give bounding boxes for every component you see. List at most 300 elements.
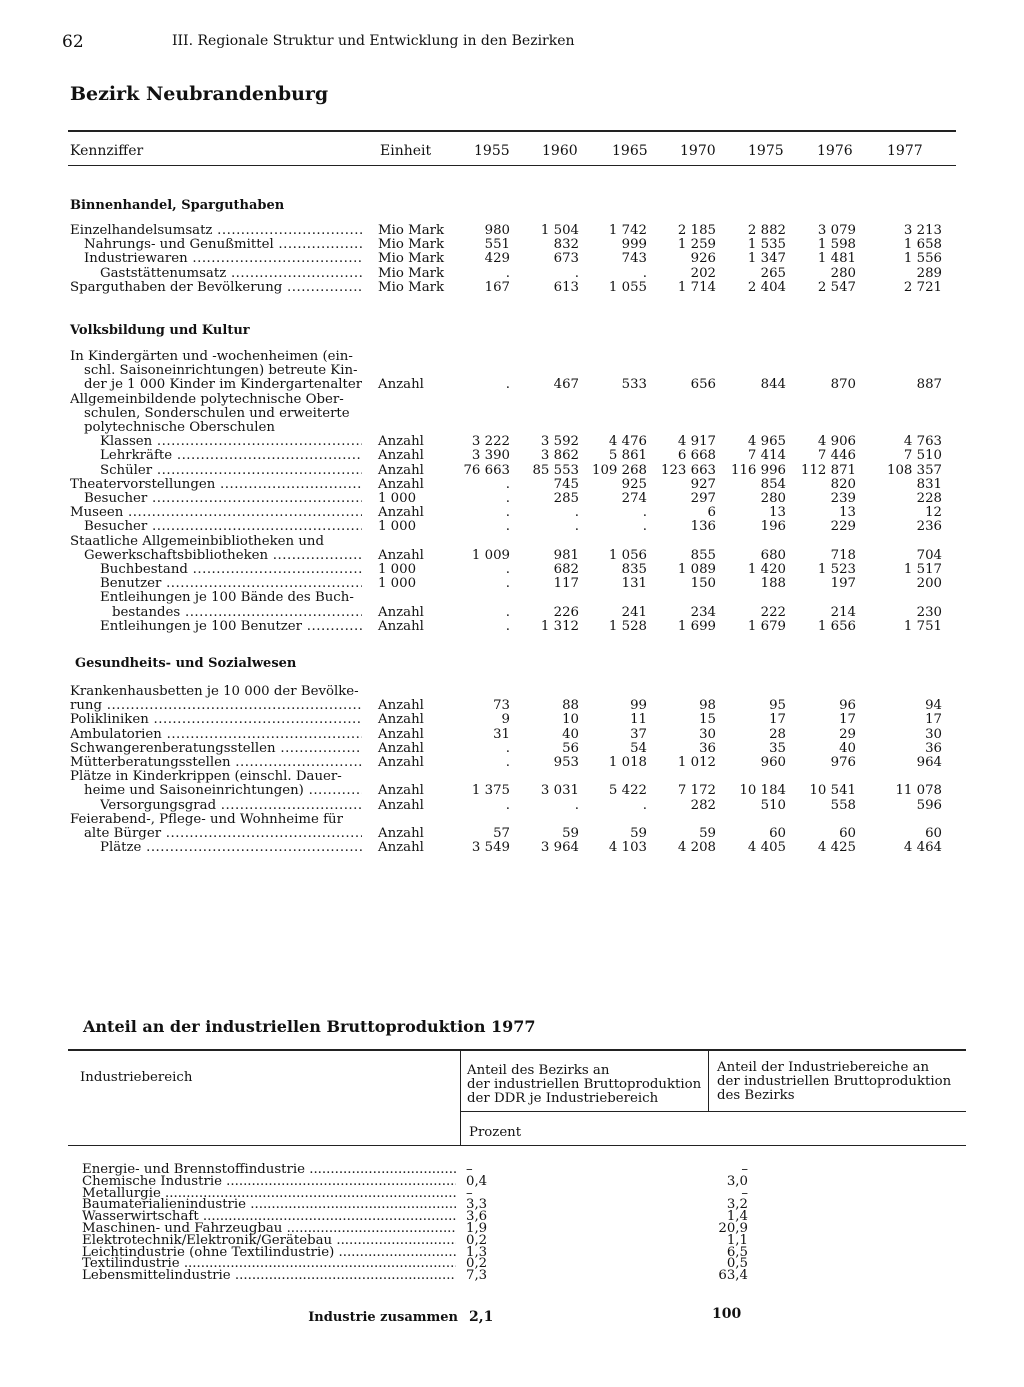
industry-label: Metallurgie ..... — [82, 1187, 456, 1201]
table-row — [0, 549, 1024, 563]
cell-value: 1 259 — [677, 237, 716, 253]
table-top-rule — [68, 130, 956, 132]
cell-value: 2 721 — [903, 279, 942, 295]
cell-value: 85 553 — [532, 462, 579, 478]
table-row — [0, 577, 1024, 591]
cell-value: 3 862 — [540, 448, 579, 464]
cell-value: 4 917 — [677, 434, 716, 450]
cell-value: 4 464 — [903, 840, 942, 856]
share-ddr: – — [466, 1185, 473, 1201]
table-row — [0, 435, 1024, 449]
cell-value: 7 172 — [677, 783, 716, 799]
row-unit: Anzahl — [378, 698, 424, 714]
cell-value: 230 — [916, 604, 942, 620]
cell-value: 656 — [690, 377, 716, 393]
header-year-1975: 1975 — [748, 143, 784, 159]
section-title: Binnenhandel, Sparguthaben — [70, 198, 285, 213]
cell-value: 202 — [690, 265, 716, 281]
cell-value: 36 — [699, 740, 716, 756]
cell-value: 40 — [839, 740, 856, 756]
cell-value: 17 — [925, 712, 942, 728]
cell-value: 4 763 — [903, 434, 942, 450]
row-unit: Mio Mark — [378, 223, 445, 238]
header-year-1976: 1976 — [817, 143, 853, 159]
table-row — [0, 464, 1024, 478]
cell-value: 76 663 — [463, 462, 510, 478]
cell-value: 196 — [760, 519, 786, 535]
cell-value: 1 375 — [471, 783, 510, 799]
cell-value: 13 — [839, 505, 856, 521]
cell-value: . — [505, 618, 510, 634]
cell-value: 1 012 — [677, 755, 716, 770]
industry-label: Textilindustrie ..... — [82, 1257, 456, 1271]
row-label: Nahrungs- und Genußmittel ..... — [84, 238, 362, 252]
cell-value: 56 — [562, 740, 579, 756]
cell-value: 3 079 — [817, 223, 856, 238]
row-label: Gaststättenumsatz ..... — [100, 267, 362, 281]
row-label: Allgemeinbildende polytechnische Ober- — [70, 392, 344, 407]
cell-value: 533 — [621, 377, 647, 393]
cell-value: 4 476 — [608, 434, 647, 450]
row-unit: Mio Mark — [378, 237, 445, 253]
cell-value: 5 861 — [608, 448, 647, 464]
cell-value: 704 — [916, 547, 942, 563]
share-bezirk: 1,4 — [726, 1209, 748, 1225]
cell-value: . — [505, 505, 510, 521]
row-label: Industriewaren ..... — [84, 252, 362, 266]
table-row — [0, 224, 1024, 238]
industry-label: Chemische Industrie ..... — [82, 1175, 456, 1189]
row-label: Polikliniken ..... — [70, 713, 362, 727]
row-unit: 1 000 — [378, 562, 417, 577]
cell-value: 835 — [621, 562, 647, 577]
cell-value: 2 882 — [747, 223, 786, 238]
share-bezirk: – — [741, 1185, 748, 1201]
cell-value: 289 — [916, 265, 942, 281]
row-label: Besucher ..... — [84, 520, 362, 534]
cell-value: 551 — [484, 237, 510, 253]
cell-value: 11 078 — [895, 783, 942, 799]
table-row — [0, 449, 1024, 463]
table-row — [0, 770, 1024, 784]
cell-value: 925 — [621, 476, 647, 492]
share-ddr: 0,4 — [466, 1173, 488, 1189]
row-unit: Anzahl — [378, 755, 424, 770]
table-row — [0, 841, 1024, 855]
table-row — [0, 478, 1024, 492]
cell-value: 60 — [769, 826, 786, 841]
cell-value: 59 — [630, 826, 647, 841]
cell-value: 4 208 — [677, 840, 716, 856]
cell-value: 510 — [760, 797, 786, 813]
row-label: polytechnische Oberschulen — [84, 421, 275, 435]
industry-label: Elektrotechnik/Elektronik/Gerätebau ..... — [82, 1234, 456, 1248]
cell-value: 73 — [493, 698, 510, 714]
industry-subheader-rule — [461, 1111, 966, 1112]
table-row — [0, 799, 1024, 813]
row-unit: Anzahl — [378, 505, 424, 521]
cell-value: 31 — [493, 726, 510, 742]
cell-value: 228 — [916, 491, 942, 506]
cell-value: . — [642, 505, 647, 521]
cell-value: 30 — [925, 726, 942, 742]
row-label: Besucher ..... — [84, 492, 362, 506]
table-row — [0, 492, 1024, 506]
cell-value: 59 — [562, 826, 579, 841]
cell-value: 36 — [925, 740, 942, 756]
header-year-1955: 1955 — [474, 143, 510, 159]
cell-value: 844 — [760, 377, 786, 393]
cell-value: 1 699 — [677, 618, 716, 634]
cell-value: 1 598 — [817, 237, 856, 253]
header-year-1960: 1960 — [542, 143, 578, 159]
row-label: Krankenhausbetten je 10 000 der Bevölke- — [70, 685, 359, 699]
row-label: Plätze ..... — [100, 841, 362, 855]
cell-value: 673 — [553, 251, 579, 267]
cell-value: 88 — [562, 698, 579, 714]
row-unit: Anzahl — [378, 604, 424, 620]
row-unit: Anzahl — [378, 377, 424, 393]
cell-value: 12 — [925, 505, 942, 521]
row-unit: Anzahl — [378, 448, 424, 464]
row-label: der je 1 000 Kinder im Kindergartenalter — [84, 378, 362, 393]
cell-value: 926 — [690, 251, 716, 267]
table-row — [0, 606, 1024, 620]
header-industriebereich: Industriebereich — [80, 1070, 193, 1085]
cell-value: . — [505, 797, 510, 813]
cell-value: 282 — [690, 797, 716, 813]
cell-value: 1 312 — [540, 618, 579, 634]
header-anteil-industriebereiche: Anteil der Industriebereiche an der industriellen Bruttoproduktion des Bezirks — [717, 1060, 952, 1103]
industry-column-divider — [460, 1051, 461, 1145]
row-label: Buchbestand ..... — [100, 563, 362, 577]
cell-value: . — [642, 519, 647, 535]
row-unit: Anzahl — [378, 712, 424, 728]
row-label: Schüler ..... — [100, 464, 362, 478]
cell-value: 35 — [769, 740, 786, 756]
cell-value: 214 — [830, 604, 856, 620]
table-row — [0, 728, 1024, 742]
cell-value: 1 009 — [471, 547, 510, 563]
cell-value: . — [642, 265, 647, 281]
cell-value: 4 906 — [817, 434, 856, 450]
table-header-rule — [68, 165, 956, 166]
cell-value: . — [574, 505, 579, 521]
cell-value: 1 658 — [903, 237, 942, 253]
cell-value: 108 357 — [887, 462, 942, 478]
industry-table-top-rule — [68, 1049, 966, 1051]
row-label: Museen ..... — [70, 506, 362, 520]
share-ddr: 3,6 — [466, 1209, 488, 1225]
cell-value: 981 — [553, 547, 579, 563]
cell-value: 96 — [839, 698, 856, 714]
cell-value: . — [505, 491, 510, 506]
cell-value: 718 — [830, 547, 856, 563]
cell-value: 1 656 — [817, 618, 856, 634]
cell-value: . — [505, 476, 510, 492]
industry-table-title: Anteil an der industriellen Bruttoproduktion 1977 — [83, 1017, 536, 1036]
cell-value: 7 414 — [747, 448, 786, 464]
row-unit: Anzahl — [378, 547, 424, 563]
row-label: Entleihungen je 100 Benutzer ..... — [100, 620, 362, 634]
cell-value: 285 — [553, 491, 579, 506]
cell-value: 236 — [916, 519, 942, 535]
header-year-1977: 1977 — [887, 143, 923, 159]
share-ddr: 7,3 — [466, 1268, 488, 1284]
cell-value: 467 — [553, 377, 579, 393]
table-row — [0, 620, 1024, 634]
cell-value: 3 964 — [540, 840, 579, 856]
cell-value: 1 018 — [608, 755, 647, 770]
cell-value: 234 — [690, 604, 716, 620]
row-label: Benutzer ..... — [100, 577, 362, 591]
total-share-bezirk: 100 — [712, 1306, 742, 1322]
cell-value: . — [505, 740, 510, 756]
table-row — [0, 252, 1024, 266]
cell-value: 222 — [760, 604, 786, 620]
cell-value: 10 184 — [739, 783, 786, 799]
cell-value: 60 — [839, 826, 856, 841]
chapter-title: III. Regionale Struktur und Entwicklung in den Bezirken — [172, 33, 575, 49]
table-row — [0, 756, 1024, 770]
row-unit: Anzahl — [378, 797, 424, 813]
cell-value: 297 — [690, 491, 716, 506]
table-row — [0, 238, 1024, 252]
share-bezirk: 3,2 — [726, 1197, 748, 1213]
cell-value: 29 — [839, 726, 856, 742]
cell-value: 1 714 — [677, 279, 716, 295]
cell-value: 1 347 — [747, 251, 786, 267]
row-label: Einzelhandelsumsatz ..... — [70, 224, 362, 238]
industry-header-rule — [68, 1145, 966, 1146]
cell-value: 855 — [690, 547, 716, 563]
row-label: Staatliche Allgemeinbibliotheken und — [70, 534, 324, 549]
cell-value: . — [505, 604, 510, 620]
cell-value: 3 549 — [471, 840, 510, 856]
cell-value: 99 — [630, 698, 647, 714]
cell-value: 7 446 — [817, 448, 856, 464]
row-unit: Anzahl — [378, 434, 424, 450]
row-unit: Anzahl — [378, 462, 424, 478]
cell-value: 999 — [621, 237, 647, 253]
cell-value: 30 — [699, 726, 716, 742]
cell-value: 429 — [484, 251, 510, 267]
cell-value: 1 535 — [747, 237, 786, 253]
cell-value: 976 — [830, 755, 856, 770]
table-row — [0, 827, 1024, 841]
cell-value: 820 — [830, 476, 856, 492]
total-label: Industrie zusammen — [308, 1310, 458, 1325]
table-row — [0, 407, 1024, 421]
cell-value: 197 — [830, 576, 856, 592]
row-label: Plätze in Kinderkrippen (einschl. Dauer- — [70, 770, 342, 785]
cell-value: 682 — [553, 562, 579, 577]
cell-value: 28 — [769, 726, 786, 742]
table-row — [0, 421, 1024, 435]
cell-value: . — [505, 562, 510, 577]
cell-value: 1 742 — [608, 223, 647, 238]
row-unit: Mio Mark — [378, 279, 445, 295]
industry-label: Energie- und Brennstoffindustrie ..... — [82, 1163, 456, 1177]
cell-value: 1 556 — [903, 251, 942, 267]
table-row — [0, 506, 1024, 520]
cell-value: 17 — [839, 712, 856, 728]
table-row — [0, 813, 1024, 827]
share-bezirk: 3,0 — [726, 1173, 748, 1189]
row-label: schulen, Sonderschulen und erweiterte — [84, 406, 350, 421]
cell-value: 960 — [760, 755, 786, 770]
section-title: Gesundheits- und Sozialwesen — [75, 656, 297, 671]
cell-value: 188 — [760, 576, 786, 592]
share-bezirk: 0,5 — [726, 1256, 748, 1272]
cell-value: 1 751 — [903, 618, 942, 634]
header-year-1970: 1970 — [680, 143, 716, 159]
cell-value: 123 663 — [661, 462, 716, 478]
row-label: Schwangerenberatungsstellen ..... — [70, 742, 362, 756]
cell-value: 3 592 — [540, 434, 579, 450]
row-label: rung ..... — [70, 699, 362, 713]
share-bezirk: 6,5 — [726, 1244, 748, 1260]
cell-value: 17 — [769, 712, 786, 728]
cell-value: 4 405 — [747, 840, 786, 856]
row-unit: Anzahl — [378, 826, 424, 841]
table-row — [0, 520, 1024, 534]
cell-value: 265 — [760, 265, 786, 281]
table-row — [0, 267, 1024, 281]
share-bezirk: 63,4 — [718, 1268, 748, 1284]
table-row — [0, 591, 1024, 605]
cell-value: 200 — [916, 576, 942, 592]
cell-value: 832 — [553, 237, 579, 253]
industry-label: Baumaterialienindustrie ..... — [82, 1198, 456, 1212]
header-kennziffer: Kennziffer — [70, 143, 144, 159]
row-unit: Anzahl — [378, 783, 424, 799]
cell-value: 59 — [699, 826, 716, 841]
cell-value: . — [642, 797, 647, 813]
table-row — [0, 281, 1024, 295]
cell-value: 117 — [553, 576, 579, 592]
cell-value: . — [505, 519, 510, 535]
cell-value: 40 — [562, 726, 579, 742]
district-title: Bezirk Neubrandenburg — [70, 83, 329, 105]
table-row — [0, 535, 1024, 549]
row-label: Entleihungen je 100 Bände des Buch- — [100, 591, 354, 606]
header-anteil-bezirk: Anteil des Bezirks an der industriellen Bruttoproduktion der DDR je Industriebereich — [467, 1063, 702, 1106]
industry-label: Wasserwirtschaft ..... — [82, 1210, 456, 1224]
total-share-ddr: 2,1 — [469, 1309, 494, 1325]
industry-column-divider — [708, 1051, 709, 1111]
row-unit: 1 000 — [378, 519, 417, 535]
share-ddr: 1,9 — [466, 1221, 488, 1236]
cell-value: 1 055 — [608, 279, 647, 295]
row-unit: Anzahl — [378, 476, 424, 492]
cell-value: 1 089 — [677, 562, 716, 577]
cell-value: 613 — [553, 279, 579, 295]
cell-value: 239 — [830, 491, 856, 506]
cell-value: 1 420 — [747, 562, 786, 577]
row-label: heime und Saisoneinrichtungen) ..... — [84, 784, 362, 798]
cell-value: 150 — [690, 576, 716, 592]
cell-value: 3 390 — [471, 448, 510, 464]
cell-value: 13 — [769, 505, 786, 521]
header-year-1965: 1965 — [612, 143, 648, 159]
cell-value: 136 — [690, 519, 716, 535]
cell-value: 870 — [830, 377, 856, 393]
cell-value: 94 — [925, 698, 942, 714]
cell-value: 6 668 — [677, 448, 716, 464]
cell-value: 229 — [830, 519, 856, 535]
cell-value: 60 — [925, 826, 942, 841]
cell-value: . — [574, 265, 579, 281]
table-row — [0, 393, 1024, 407]
share-ddr: 3,3 — [466, 1197, 488, 1213]
row-unit: Mio Mark — [378, 265, 445, 281]
share-bezirk: 20,9 — [718, 1221, 748, 1236]
cell-value: 98 — [699, 698, 716, 714]
cell-value: 112 871 — [801, 462, 856, 478]
cell-value: 4 965 — [747, 434, 786, 450]
cell-value: 109 268 — [592, 462, 647, 478]
cell-value: 680 — [760, 547, 786, 563]
cell-value: 1 523 — [817, 562, 856, 577]
share-ddr: 0,2 — [466, 1232, 488, 1248]
share-bezirk: 1,1 — [726, 1232, 748, 1248]
row-label: alte Bürger ..... — [84, 827, 362, 841]
cell-value: 7 510 — [903, 448, 942, 464]
cell-value: 1 056 — [608, 547, 647, 563]
cell-value: 3 222 — [471, 434, 510, 450]
cell-value: 2 404 — [747, 279, 786, 295]
row-label: bestandes ..... — [112, 606, 362, 620]
share-ddr: 0,2 — [466, 1256, 488, 1272]
row-unit: 1 000 — [378, 576, 417, 592]
industry-label: Maschinen- und Fahrzeugbau ..... — [82, 1222, 456, 1236]
cell-value: 116 996 — [731, 462, 786, 478]
row-label: Mütterberatungsstellen ..... — [70, 756, 362, 770]
row-unit: Anzahl — [378, 618, 424, 634]
table-row — [0, 563, 1024, 577]
industry-label: Lebensmittelindustrie ..... — [82, 1269, 456, 1283]
page-number: 62 — [62, 32, 84, 52]
row-label: Lehrkräfte ..... — [100, 449, 362, 463]
cell-value: 2 185 — [677, 223, 716, 238]
cell-value: 9 — [501, 712, 510, 728]
cell-value: 280 — [760, 491, 786, 506]
cell-value: 11 — [630, 712, 647, 728]
cell-value: 37 — [630, 726, 647, 742]
cell-value: 953 — [553, 755, 579, 770]
share-bezirk: – — [741, 1162, 748, 1177]
industry-row — [0, 1269, 1024, 1283]
table-row — [0, 350, 1024, 364]
cell-value: 241 — [621, 604, 647, 620]
table-row — [0, 378, 1024, 392]
table-row — [0, 699, 1024, 713]
cell-value: 596 — [916, 797, 942, 813]
cell-value: 1 504 — [540, 223, 579, 238]
cell-value: 831 — [916, 476, 942, 492]
cell-value: 274 — [621, 491, 647, 506]
cell-value: . — [505, 377, 510, 393]
cell-value: . — [505, 576, 510, 592]
cell-value: . — [574, 797, 579, 813]
cell-value: 1 528 — [608, 618, 647, 634]
cell-value: 887 — [916, 377, 942, 393]
section-title: Volksbildung und Kultur — [70, 323, 250, 338]
cell-value: 15 — [699, 712, 716, 728]
cell-value: 54 — [630, 740, 647, 756]
cell-value: 1 679 — [747, 618, 786, 634]
